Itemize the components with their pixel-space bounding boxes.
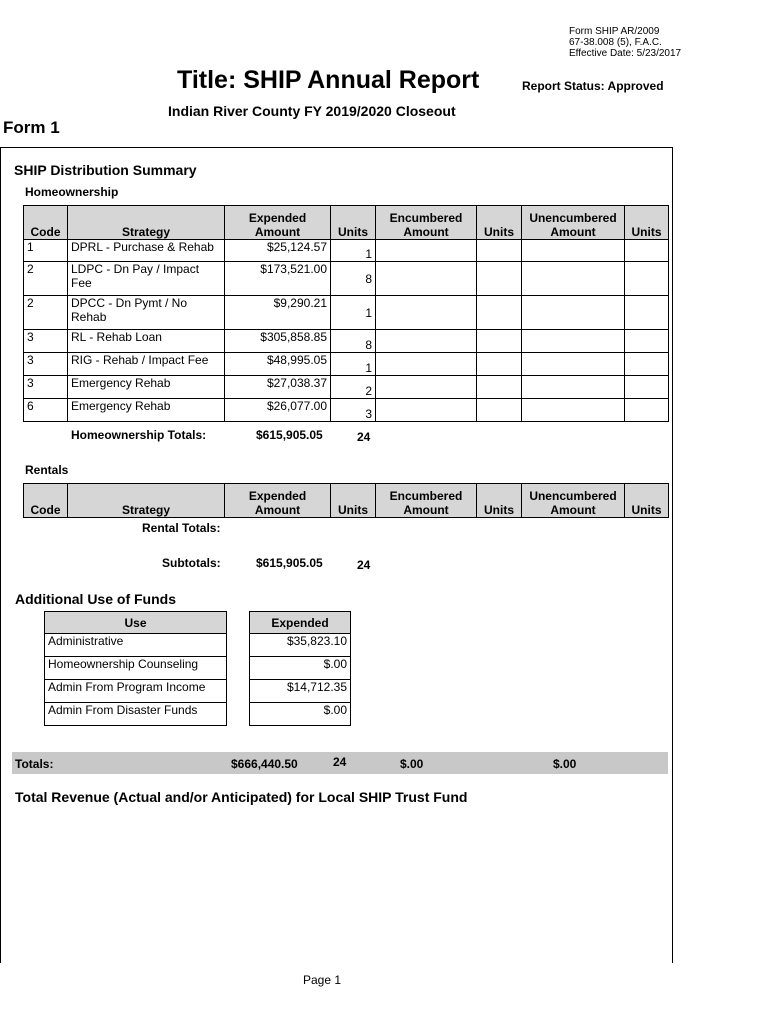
row-strategy: RL - Rehab Loan bbox=[68, 330, 225, 353]
row-units: 3 bbox=[331, 399, 376, 422]
row-unencumbered-units bbox=[625, 262, 669, 296]
totals-expended: $666,440.50 bbox=[231, 757, 298, 771]
row-encumbered bbox=[376, 262, 477, 296]
row-expended: $9,290.21 bbox=[225, 296, 331, 330]
row-unencumbered-units bbox=[625, 330, 669, 353]
col-strategy: Strategy bbox=[68, 484, 225, 518]
homeownership-label: Homeownership bbox=[25, 185, 119, 199]
table-row bbox=[24, 240, 669, 262]
row-strategy: DPCC - Dn Pymt / No Rehab bbox=[68, 296, 225, 330]
row-encumbered-units bbox=[477, 353, 522, 376]
use-cell: Admin From Disaster Funds bbox=[45, 703, 227, 726]
row-units: 1 bbox=[331, 353, 376, 376]
row-strategy: LDPC - Dn Pay / Impact Fee bbox=[68, 262, 225, 296]
col-expended: Expended Amount bbox=[225, 206, 331, 240]
row-code: 3 bbox=[24, 353, 68, 376]
distribution-title: SHIP Distribution Summary bbox=[14, 162, 197, 178]
table-header-row bbox=[45, 612, 227, 634]
row-unencumbered-units bbox=[625, 353, 669, 376]
row-encumbered-units bbox=[477, 240, 522, 262]
row-code: 3 bbox=[24, 330, 68, 353]
row-units: 8 bbox=[331, 262, 376, 296]
col-expended: Expended bbox=[250, 612, 351, 634]
table-row bbox=[24, 330, 669, 353]
form-label: Form 1 bbox=[3, 118, 60, 137]
subtotals-label: Subtotals: bbox=[162, 556, 221, 570]
col-units-encumbered: Units bbox=[477, 206, 522, 240]
row-unencumbered bbox=[522, 376, 625, 399]
totals-unencumbered: $.00 bbox=[553, 757, 577, 771]
revenue-title: Total Revenue (Actual and/or Anticipated) for Local SHIP Trust Fund bbox=[15, 789, 468, 805]
expended-cell: $14,712.35 bbox=[250, 680, 351, 703]
table-header-row bbox=[24, 206, 669, 240]
row-encumbered bbox=[376, 296, 477, 330]
page-title: Title: SHIP Annual Report bbox=[177, 66, 480, 94]
subtotals-amount: $615,905.05 bbox=[256, 556, 323, 570]
table-row bbox=[45, 634, 227, 657]
row-strategy: Emergency Rehab bbox=[68, 376, 225, 399]
row-code: 2 bbox=[24, 262, 68, 296]
row-encumbered bbox=[376, 376, 477, 399]
row-units: 2 bbox=[331, 376, 376, 399]
table-header-row bbox=[250, 612, 351, 634]
expended-cell: $35,823.10 bbox=[250, 634, 351, 657]
table-row bbox=[250, 703, 351, 726]
row-expended: $48,995.05 bbox=[225, 353, 331, 376]
col-unencumbered: Unencumbered Amount bbox=[522, 206, 625, 240]
table-row bbox=[24, 376, 669, 399]
report-subtitle: Indian River County FY 2019/2020 Closeout bbox=[168, 103, 456, 119]
row-unencumbered bbox=[522, 353, 625, 376]
row-encumbered-units bbox=[477, 376, 522, 399]
table-row bbox=[24, 296, 669, 330]
homeownership-table bbox=[23, 205, 669, 422]
form-reference bbox=[569, 26, 681, 59]
table-row bbox=[24, 399, 669, 422]
use-cell: Administrative bbox=[45, 634, 227, 657]
col-code: Code bbox=[24, 484, 68, 518]
table-row bbox=[45, 680, 227, 703]
row-unencumbered bbox=[522, 330, 625, 353]
use-cell: Homeownership Counseling bbox=[45, 657, 227, 680]
col-units-encumbered: Units bbox=[477, 484, 522, 518]
col-encumbered: Encumbered Amount bbox=[376, 206, 477, 240]
row-unencumbered-units bbox=[625, 376, 669, 399]
row-encumbered bbox=[376, 353, 477, 376]
expended-cell: $.00 bbox=[250, 657, 351, 680]
row-units: 1 bbox=[331, 296, 376, 330]
row-strategy: DPRL - Purchase & Rehab bbox=[68, 240, 225, 262]
row-unencumbered bbox=[522, 296, 625, 330]
row-unencumbered-units bbox=[625, 296, 669, 330]
row-encumbered bbox=[376, 330, 477, 353]
rental-totals-label: Rental Totals: bbox=[142, 521, 221, 535]
col-units: Units bbox=[331, 206, 376, 240]
col-unencumbered: Unencumbered Amount bbox=[522, 484, 625, 518]
col-code: Code bbox=[24, 206, 68, 240]
rentals-table bbox=[23, 483, 669, 518]
report-status: Report Status: Approved bbox=[522, 79, 664, 93]
form-number: Form SHIP AR/2009 bbox=[569, 26, 660, 37]
use-cell: Admin From Program Income bbox=[45, 680, 227, 703]
homeownership-totals-label: Homeownership Totals: bbox=[71, 428, 207, 442]
rentals-label: Rentals bbox=[25, 463, 69, 477]
row-unencumbered bbox=[522, 262, 625, 296]
row-code: 6 bbox=[24, 399, 68, 422]
additional-expended-table bbox=[249, 611, 351, 726]
row-unencumbered bbox=[522, 399, 625, 422]
table-row bbox=[45, 657, 227, 680]
row-unencumbered-units bbox=[625, 399, 669, 422]
row-expended: $27,038.37 bbox=[225, 376, 331, 399]
row-unencumbered-units bbox=[625, 240, 669, 262]
row-encumbered-units bbox=[477, 296, 522, 330]
col-strategy: Strategy bbox=[68, 206, 225, 240]
row-encumbered bbox=[376, 399, 477, 422]
row-expended: $26,077.00 bbox=[225, 399, 331, 422]
col-encumbered: Encumbered Amount bbox=[376, 484, 477, 518]
subtotals-units: 24 bbox=[357, 558, 371, 572]
totals-bar bbox=[12, 752, 668, 774]
col-units-unencumbered: Units bbox=[625, 484, 669, 518]
page-number: Page 1 bbox=[303, 973, 342, 987]
table-row bbox=[250, 657, 351, 680]
row-units: 1 bbox=[331, 240, 376, 262]
row-expended: $173,521.00 bbox=[225, 262, 331, 296]
row-units: 8 bbox=[331, 330, 376, 353]
table-row bbox=[250, 680, 351, 703]
expended-cell: $.00 bbox=[250, 703, 351, 726]
row-code: 2 bbox=[24, 296, 68, 330]
row-unencumbered bbox=[522, 240, 625, 262]
row-encumbered bbox=[376, 240, 477, 262]
table-row bbox=[24, 353, 669, 376]
form-statute: 67-38.008 (5), F.A.C. bbox=[569, 37, 662, 48]
totals-label: Totals: bbox=[15, 757, 54, 771]
table-header-row bbox=[24, 484, 669, 518]
homeownership-totals-amount: $615,905.05 bbox=[256, 428, 323, 442]
row-code: 3 bbox=[24, 376, 68, 399]
row-encumbered-units bbox=[477, 262, 522, 296]
table-row bbox=[24, 262, 669, 296]
col-units: Units bbox=[331, 484, 376, 518]
form-effective-date: Effective Date: 5/23/2017 bbox=[569, 48, 682, 59]
col-expended: Expended Amount bbox=[225, 484, 331, 518]
row-strategy: Emergency Rehab bbox=[68, 399, 225, 422]
row-encumbered-units bbox=[477, 399, 522, 422]
row-code: 1 bbox=[24, 240, 68, 262]
table-row bbox=[250, 634, 351, 657]
col-units-unencumbered: Units bbox=[625, 206, 669, 240]
row-expended: $305,858.85 bbox=[225, 330, 331, 353]
row-expended: $25,124.57 bbox=[225, 240, 331, 262]
homeownership-totals-units: 24 bbox=[357, 430, 371, 444]
col-use: Use bbox=[45, 612, 227, 634]
additional-use-table bbox=[44, 611, 227, 726]
totals-encumbered: $.00 bbox=[400, 757, 424, 771]
additional-use-title: Additional Use of Funds bbox=[15, 591, 176, 607]
row-strategy: RIG - Rehab / Impact Fee bbox=[68, 353, 225, 376]
row-encumbered-units bbox=[477, 330, 522, 353]
totals-units: 24 bbox=[333, 755, 347, 769]
table-row bbox=[45, 703, 227, 726]
